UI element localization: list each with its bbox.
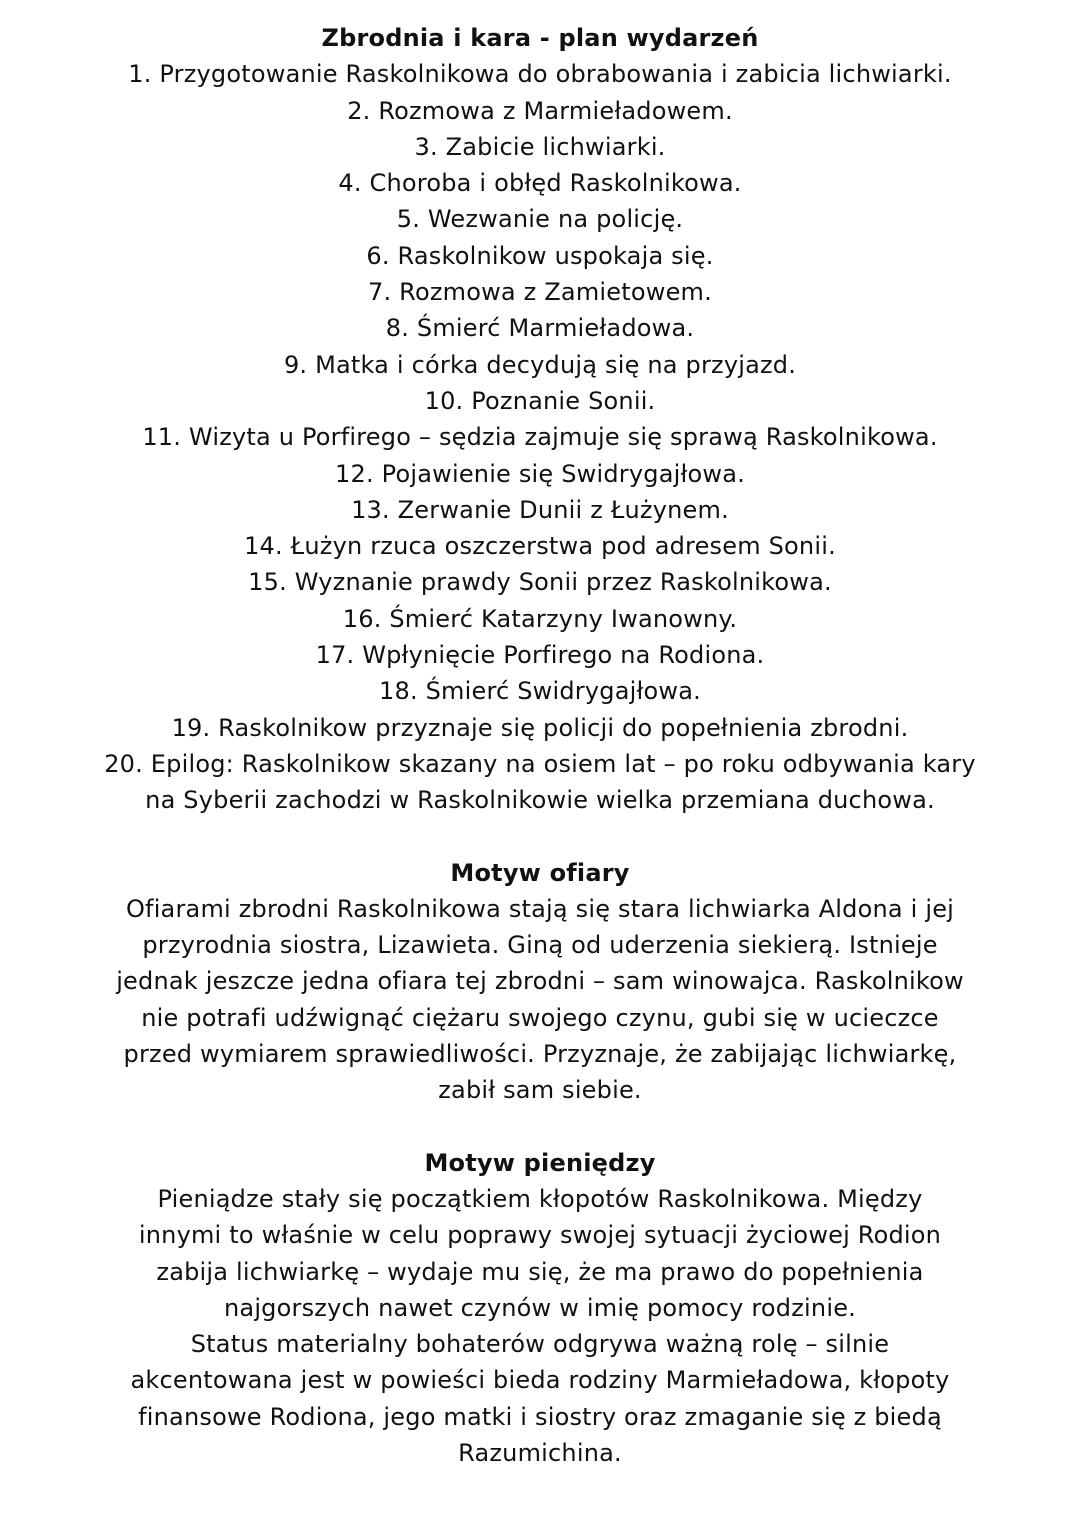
- plan-item: 9. Matka i córka decydują się na przyjazd.: [283, 350, 797, 379]
- plan-item: 17. Wpłynięcie Porfirego na Rodiona.: [315, 641, 765, 670]
- plan-item: 18. Śmierć Swidrygajłowa.: [379, 677, 701, 706]
- plan-item: 4. Choroba i obłęd Raskolnikowa.: [338, 169, 742, 198]
- paragraph-line: finansowe Rodiona, jego matki i siostry oraz zmaganie się z biedą: [138, 1402, 942, 1431]
- plan-item: 2. Rozmowa z Marmieładowem.: [347, 96, 733, 125]
- paragraph-line: przed wymiarem sprawiedliwości. Przyznaje, że zabijając lichwiarkę,: [123, 1040, 957, 1069]
- plan-item: 20. Epilog: Raskolnikow skazany na osiem lat – po roku odbywania kary: [104, 749, 976, 778]
- plan-item: 5. Wezwanie na policję.: [396, 205, 684, 234]
- plan-item: 14. Łużyn rzuca oszczerstwa pod adresem Sonii.: [244, 532, 836, 561]
- paragraph-line: Razumichina.: [458, 1438, 622, 1467]
- plan-section: [0, 20, 1080, 819]
- paragraph-line: akcentowana jest w powieści bieda rodziny Marmieładowa, kłopoty: [130, 1366, 950, 1395]
- paragraph-line: zabija lichwiarkę – wydaje mu się, że ma prawo do popełnienia: [156, 1257, 924, 1286]
- section-spacer: [0, 1109, 1080, 1145]
- plan-item: 6. Raskolnikow uspokaja się.: [366, 241, 714, 270]
- paragraph-line: zabił sam siebie.: [438, 1076, 642, 1105]
- victim-motif-section: [0, 855, 1080, 1109]
- paragraph-line: najgorszych nawet czynów w imię pomocy rodzinie.: [224, 1293, 856, 1322]
- paragraph-line: Pieniądze stały się początkiem kłopotów Raskolnikowa. Między: [157, 1184, 923, 1213]
- plan-item: 12. Pojawienie się Swidrygajłowa.: [335, 459, 745, 488]
- paragraph-line: innymi to właśnie w celu poprawy swojej sytuacji życiowej Rodion: [138, 1221, 942, 1250]
- money-motif-title: Motyw pieniędzy: [424, 1148, 656, 1177]
- paragraph-line: Ofiarami zbrodni Raskolnikowa stają się stara lichwiarka Aldona i jej: [125, 894, 955, 923]
- plan-item: 15. Wyznanie prawdy Sonii przez Raskolnikowa.: [248, 568, 832, 597]
- plan-item: 10. Poznanie Sonii.: [424, 386, 656, 415]
- paragraph-line: jednak jeszcze jedna ofiara tej zbrodni – sam winowajca. Raskolnikow: [116, 967, 964, 996]
- plan-item: 1. Przygotowanie Raskolnikowa do obrabowania i zabicia lichwiarki.: [128, 60, 952, 89]
- plan-item: 7. Rozmowa z Zamietowem.: [368, 278, 712, 307]
- plan-item: 19. Raskolnikow przyznaje się policji do popełnienia zbrodni.: [171, 713, 909, 742]
- plan-item: 8. Śmierć Marmieładowa.: [385, 314, 695, 343]
- paragraph-line: Status materialny bohaterów odgrywa ważną rolę – silnie: [190, 1330, 890, 1359]
- paragraph-line: przyrodnia siostra, Lizawieta. Giną od uderzenia siekierą. Istnieje: [142, 931, 938, 960]
- plan-title: Zbrodnia i kara - plan wydarzeń: [321, 24, 759, 52]
- section-spacer: [0, 819, 1080, 855]
- plan-item: 13. Zerwanie Dunii z Łużynem.: [351, 495, 729, 524]
- plan-item: 11. Wizyta u Porfirego – sędzia zajmuje się sprawą Raskolnikowa.: [142, 423, 938, 452]
- plan-item-continuation: na Syberii zachodzi w Raskolnikowie wielka przemiana duchowa.: [145, 786, 935, 815]
- paragraph-line: nie potrafi udźwignąć ciężaru swojego czynu, gubi się w ucieczce: [141, 1003, 939, 1032]
- plan-item: 16. Śmierć Katarzyny Iwanowny.: [342, 604, 738, 633]
- victim-motif-title: Motyw ofiary: [450, 858, 630, 887]
- money-motif-section: [0, 1145, 1080, 1472]
- plan-item: 3. Zabicie lichwiarki.: [414, 132, 666, 161]
